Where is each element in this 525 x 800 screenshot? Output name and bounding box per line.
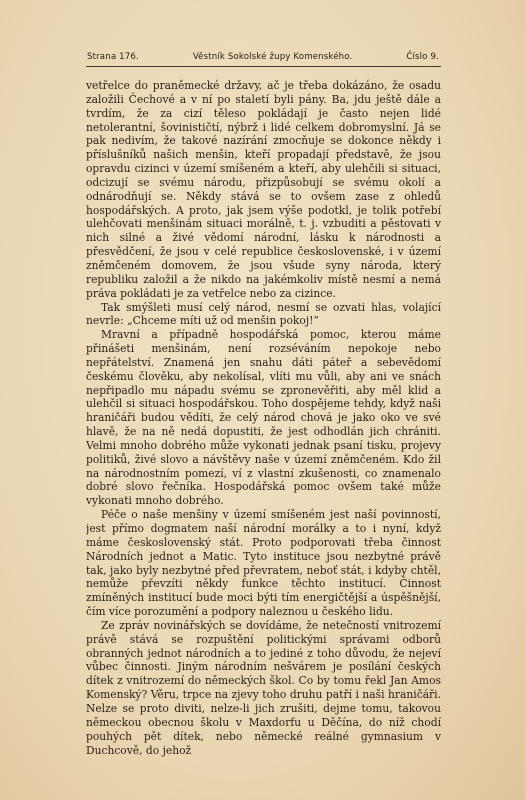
paragraph: vetřelce do praněmecké državy, ač je třeba dokázáno, že osadu založili Čechové a v ní po staletí byli pány. Ba, jdu ještě dále a tvrdím, že za cizí těleso pokládají je často nejen lidé netolerantní, šovinističtí, nýbrž i lidé celkem dobromyslní. Já se pak nedivím, že takové nazírání zmocňuje se dokonce někdy i příslušníků našich menšin, kteří propadají představě, že jsou opravdu cizinci v území smíšeném a kteří, aby ulehčili si situaci, odcizují se svému národu, přizpůsobují se svému okolí a odnárodňují se. Někdy stává se to ovšem zase z ohledů hospodářských. A proto, jak jsem výše podotkl, je tolik potřebí ulehčovati menšinám situaci morálně, t. j. vzbuditi a pěstovati v nich silné a živé vědomí národní, lásku k národnosti a přesvědčení, že jsou v celé republice československé, i v území zněmčeném domovem, že jsou všude syny národa, který republiku založil a že nikdo na jakémkoliv místě nesmí a nemá práva pokládati je za vetřelce nebo za cizince. <box>86 79 441 300</box>
paragraph: Péče o naše menšiny v území smíšeném jest naší povinností, jest přímo dogmatem naší národní morálky a to i nyní, když máme československý stát. Proto podporovati třeba činnost Národních jednot a Matic. Tyto instituce jsou nezbytné právě tak, jako byly nezbytné před převratem, neboť stát, i kdyby chtěl, nemůže převzíti někdy funkce těchto institucí. Činnost zmíněných institucí bude moci býti tím energičtější a úspěšnější, čím více porozumění a podpory naleznou u českého lidu. <box>86 508 441 619</box>
page-number: Strana 176. <box>87 52 139 62</box>
running-header <box>87 52 439 62</box>
paragraph: Mravní a případně hospodářská pomoc, kterou máme přinášeti menšinám, není rozséváním nepokoje nebo nepřátelství. Znamená jen snahu dáti páteř a sebevědomí českému člověku, aby nekolísal, vlíti mu vůli, aby ani ve snách nepřipadlo mu nápadu svému se zpronevěřiti, aby měl klid a ulehčil si situaci hospodářskou. Toho dospějeme tehdy, když naši hraničáři budou vědíti, že celý národ chová je jako oko ve své hlavě, že na ně nedá dopustiti, že jest odhodlán jich chrániti. Velmi mnoho dobrého může vykonati jednak psaní tisku, projevy politiků, živé slovo a návštěvy naše v území zněmčeném. Kdo žil na národnostním pomezí, ví z vlastní zkušenosti, co znamenalo dobré slovo řečníka. Hospodářská pomoc ovšem také může vykonati mnoho dobrého. <box>86 328 441 508</box>
paragraph: Ze zpráv novinářských se dovídáme, že netečností vnitrozemí právě stává se rozpuštění politickými správami odborů obranných jednot národních a to jediné z toho důvodu, že nejeví vůbec činnosti. Jiným národním nešvárem je posílání českých dítek z vnitrozemí do německých škol. Co by tomu řekl Jan Amos Komenský? Věru, trpce na zjevy toho druhu patří i naši hraničáři. Nelze se proto diviti, nelze-li jich zrušiti, dejme tomu, takovou německou obecnou školu v Maxdorfu u Děčína, do níž chodí pouhých pět dítek, nebo německé reálné gymnasium v Duchcově, do jehož <box>86 618 441 757</box>
article-body <box>86 79 441 789</box>
header-rule <box>86 66 441 67</box>
journal-title: Věstník Sokolské župy Komenského. <box>192 52 353 62</box>
issue-number: Číslo 9. <box>406 52 439 62</box>
paragraph: Tak smýšleti musí celý národ, nesmí se ozvati hlas, volající nevrle: „Chceme míti už od menšin pokoj!“ <box>86 300 441 328</box>
